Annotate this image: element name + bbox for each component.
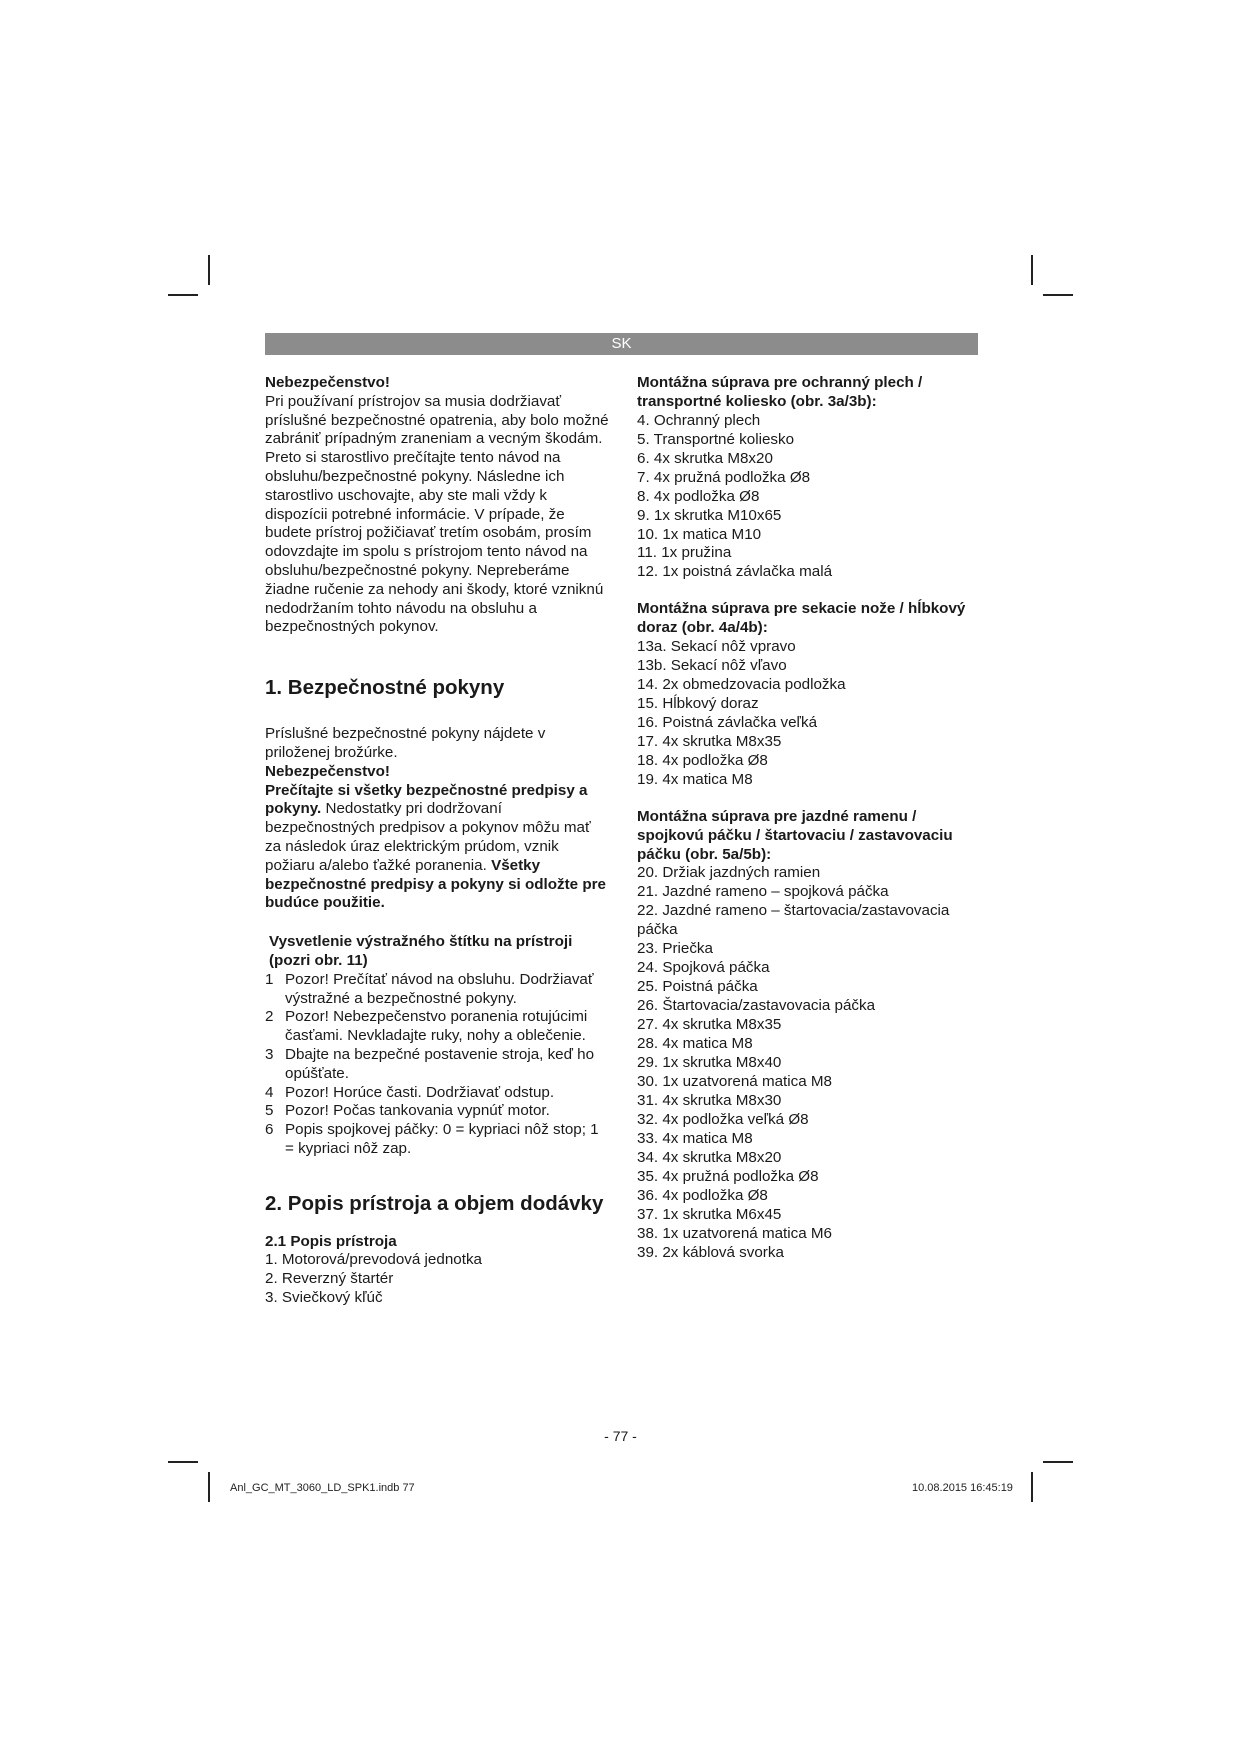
list-item: 14. 2x obmedzovacia podložka xyxy=(637,676,846,694)
list-item: 21. Jazdné rameno – spojková páčka xyxy=(637,883,889,901)
list-item: 27. 4x skrutka M8x35 xyxy=(637,1016,782,1033)
label-explanation-title: Vysvetlenie výstražného štítku na prístroji (pozri obr. 11) xyxy=(269,933,573,969)
warning-title: Nebezpečenstvo! xyxy=(265,762,390,780)
list-item: 6. 4x skrutka M8x20 xyxy=(637,449,773,467)
list-item: 30. 1x uzatvorená matica M8 xyxy=(637,1072,833,1090)
subsection-heading: 2.1 Popis prístroja xyxy=(265,1232,397,1250)
kit-list xyxy=(637,638,982,790)
section-heading: 1. Bezpečnostné pokyny xyxy=(265,676,505,700)
warning-body: Nedostatky pri dodržovaní bezpečnostných predpisov a pokynov môžu mať za následok úraz elektrickým prúdom, vznik požiaru a/alebo ťažké poranenia. xyxy=(265,800,591,874)
list-item: 5 Pozor! Počas tankovania vypnúť motor. xyxy=(265,1102,550,1120)
right-column xyxy=(637,374,982,1263)
list-item: 2 Pozor! Nebezpečenstvo poranenia rotujúcimi časťami. Nevkladajte ruky, nohy a oblečenie. xyxy=(265,1008,588,1045)
section-intro: Príslušné bezpečnostné pokyny nájdete v priloženej brožúrke. xyxy=(265,725,546,761)
list-item: 33. 4x matica M8 xyxy=(637,1129,753,1147)
crop-mark xyxy=(168,294,198,296)
list-item: 3 Dbajte na bezpečné postavenie stroja, keď ho opúšťate. xyxy=(265,1045,595,1082)
list-item: 15. Hĺbkový doraz xyxy=(637,695,759,712)
list-item: 34. 4x skrutka M8x20 xyxy=(637,1148,782,1166)
list-item: 35. 4x pružná podložka Ø8 xyxy=(637,1167,819,1185)
list-item: 36. 4x podložka Ø8 xyxy=(637,1186,768,1204)
list-item: 12. 1x poistná závlačka malá xyxy=(637,563,833,581)
list-item: 29. 1x skrutka M8x40 xyxy=(637,1053,782,1071)
list-item: 26. Štartovacia/zastavovacia páčka xyxy=(637,997,876,1015)
warning-paragraph xyxy=(265,782,610,914)
kit-title: Montážna súprava pre sekacie nože / hĺbkový doraz (obr. 4a/4b): xyxy=(637,600,966,637)
list-item: 22. Jazdné rameno – štartovacia/zastavovacia páčka xyxy=(637,902,950,939)
crop-mark xyxy=(1043,294,1073,296)
list-item: 20. Držiak jazdných ramien xyxy=(637,864,821,882)
label-explanation-list xyxy=(265,971,610,1159)
list-item: 6 Popis spojkovej páčky: 0 = kypriaci nôž stop; 1 = kypriaci nôž zap. xyxy=(265,1121,599,1157)
list-item: 13b. Sekací nôž vľavo xyxy=(637,657,787,675)
list-item: 19. 4x matica M8 xyxy=(637,770,753,788)
list-item: 4. Ochranný plech xyxy=(637,411,761,429)
list-item: 23. Priečka xyxy=(637,940,713,958)
crop-mark xyxy=(208,1472,210,1502)
list-item: 31. 4x skrutka M8x30 xyxy=(637,1091,782,1109)
list-item: 5. Transportné koliesko xyxy=(637,430,795,448)
footer-date: 10.08.2015 16:45:19 xyxy=(912,1482,1013,1494)
section-heading: 2. Popis prístroja a objem dodávky xyxy=(265,1191,604,1215)
list-item: 39. 2x káblová svorka xyxy=(637,1243,784,1261)
page-number: - 77 - xyxy=(604,1428,637,1444)
list-item: 16. Poistná závlačka veľká xyxy=(637,713,818,731)
list-item: 38. 1x uzatvorená matica M6 xyxy=(637,1224,833,1242)
list-item: 7. 4x pružná podložka Ø8 xyxy=(637,468,811,486)
list-item: 1. Motorová/prevodová jednotka xyxy=(265,1251,482,1269)
kit-list xyxy=(637,412,982,583)
list-item: 37. 1x skrutka M6x45 xyxy=(637,1205,782,1223)
crop-mark xyxy=(168,1461,198,1463)
list-item: 18. 4x podložka Ø8 xyxy=(637,751,768,769)
list-item: 9. 1x skrutka M10x65 xyxy=(637,506,782,524)
list-item: 25. Poistná páčka xyxy=(637,978,758,996)
description-list xyxy=(265,1251,610,1308)
kit-title: Montážna súprava pre ochranný plech / transportné koliesko (obr. 3a/3b): xyxy=(637,374,923,410)
list-item: 10. 1x matica M10 xyxy=(637,525,762,543)
kit-title: Montážna súprava pre jazdné ramenu / spojkovú páčku / štartovaciu / zastavovaciu páčku (obr. 5a/5b): xyxy=(637,807,953,863)
warning-bold-tail: Všetky bezpečnostné predpisy a pokyny si odložte pre budúce použitie. xyxy=(265,856,606,912)
left-column xyxy=(265,374,610,1308)
crop-mark xyxy=(1043,1461,1073,1463)
list-item: 3. Sviečkový kľúč xyxy=(265,1289,383,1307)
crop-mark xyxy=(1031,255,1033,285)
list-item: 1 Pozor! Prečítať návod na obsluhu. Dodržiavať výstražné a bezpečnostné pokyny. xyxy=(265,970,594,1007)
list-item: 17. 4x skrutka M8x35 xyxy=(637,732,782,750)
language-bar: SK xyxy=(265,333,978,355)
list-item: 11. 1x pružina xyxy=(637,544,732,562)
crop-mark xyxy=(1031,1472,1033,1502)
list-item: 32. 4x podložka veľká Ø8 xyxy=(637,1110,809,1128)
list-item: 28. 4x matica M8 xyxy=(637,1034,753,1052)
list-item: 8. 4x podložka Ø8 xyxy=(637,487,760,505)
kit-list xyxy=(637,864,982,1262)
warning-bold-lead: Prečítajte si všetky bezpečnostné predpisy a pokyny. xyxy=(265,781,588,818)
list-item: 13a. Sekací nôž vpravo xyxy=(637,638,796,656)
list-item: 4 Pozor! Horúce časti. Dodržiavať odstup. xyxy=(265,1083,555,1101)
list-item: 24. Spojková páčka xyxy=(637,959,770,977)
crop-mark xyxy=(208,255,210,285)
list-item: 2. Reverzný štartér xyxy=(265,1270,394,1288)
warning-title: Nebezpečenstvo! xyxy=(265,374,390,391)
warning-text: Pri používaní prístrojov sa musia dodržiavať príslušné bezpečnostné opatrenia, aby bolo možné zabrániť prípadným zraneniam a vecným škodám. Preto si starostlivo prečítajte tento návod na obsluhu/bezpečnostné pokyny. Následne ich starostlivo uschovajte, aby ste mali vždy k dispozícii potrebné informácie. V prípade, že budete prístroj požičiavať tretím osobám, prosím odovzdajte im spolu s prístrojom tento návod na obsluhu/bezpečnostné pokyny. Nepreberáme žiadne ručenie za nehody ani škody, ktoré vzniknú nedodržaním tohto návodu na obsluhu a bezpečnostných pokynov. xyxy=(265,392,609,636)
footer-file: Anl_GC_MT_3060_LD_SPK1.indb 77 xyxy=(230,1482,415,1494)
